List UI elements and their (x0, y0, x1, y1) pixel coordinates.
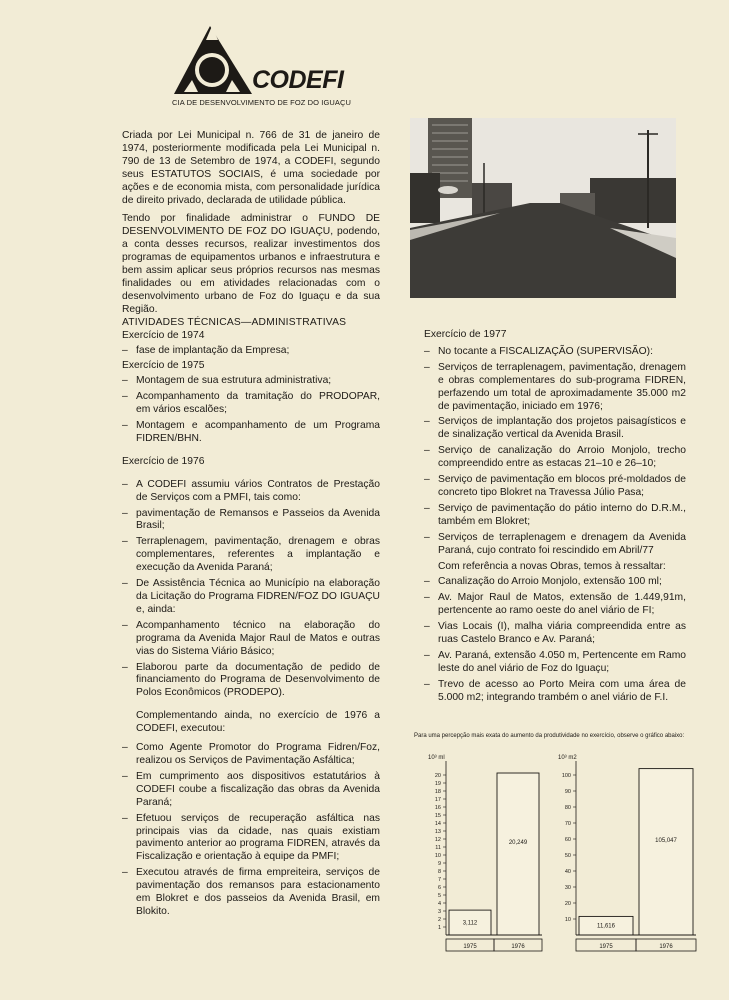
list-item: – De Assistência Técnica ao Município na elaboração da Licitação do Programa FIDREN/FOZ DO IGUAÇU e, ainda: (122, 578, 380, 617)
list-item: – Montagem de sua estrutura administrativa; (122, 375, 380, 388)
y-tick-label: 6 (437, 885, 441, 891)
list-item: – Acompanhamento da tramitação do PRODOPAR, em vários escalões; (122, 391, 380, 417)
y-tick-label: 1 (437, 925, 441, 931)
year-1975-list (122, 375, 380, 446)
activities-heading: ATIVIDADES TÉCNICAS—ADMINISTRATIVAS (122, 316, 347, 328)
company-subtitle: CIA DE DESENVOLVIMENTO DE FOZ DO IGUAÇU (172, 98, 352, 107)
y-tick-label: 10 (564, 917, 571, 923)
y-tick-label: 20 (434, 773, 441, 779)
y-tick-label: 20 (564, 901, 571, 907)
year-1977-list (424, 346, 686, 705)
y-tick-label: 60 (564, 837, 571, 843)
list-item: – Serviços de implantação dos projetos paisagísticos e de sinalização vertical da Avenida Brasil. (424, 416, 686, 442)
list-item: – No tocante a FISCALIZAÇÃO (SUPERVISÃO): (424, 346, 686, 359)
list-item: – Av. Paraná, extensão 4.050 m, Pertencente em Ramo leste do anel viário de Foz do Iguaçu; (424, 650, 686, 676)
year-1974-list (122, 345, 380, 358)
year-1977-title: Exercício de 1977 (424, 329, 507, 340)
chart-linear-meters (414, 745, 544, 965)
y-tick-label: 100 (561, 773, 571, 779)
y-tick-label: 2 (437, 917, 441, 923)
year-1975-title: Exercício de 1975 (122, 360, 205, 372)
list-item: – fase de implantação da Empresa; (122, 345, 380, 358)
y-tick-label: 11 (435, 845, 441, 851)
year-1974-title: Exercício de 1974 (122, 329, 205, 341)
year-1976-list (122, 479, 380, 701)
y-tick-label: 40 (564, 869, 571, 875)
intro-paragraph-2: Tendo por finalidade administrar o FUNDO DE DESENVOLVIMENTO DE FOZ DO IGUAÇU, podendo, a conta desses recursos, realizar investimentos dos programas de equipamentos urbanos e infraestrutura e bem assim aplicar seus próprios recursos nas mesmas finalidades ou em atividades relacionadas com o desenvolvimento urbano de Foz do Iguaçu e da sua Região. (122, 213, 380, 315)
list-item: – Elaborou parte da documentação de pedido de financiamento do Programa de Desenvolvimento de Polos Econômicos (PRODEPO). (122, 662, 380, 701)
list-item: – Efetuou serviços de recuperação asfáltica nas principais vias da cidade, nas quais existiam pavimento anterior ao programa FIDREN, através da Fiscalização e orientação à equipe da PMFI; (122, 813, 380, 865)
x-tick-label: 1975 (599, 944, 613, 950)
y-tick-label: 4 (437, 901, 441, 907)
list-item: – Em cumprimento aos dispositivos estatutários à CODEFI coube a fiscalização das obras da Avenida Paraná; (122, 771, 380, 810)
y-tick-label: 14 (434, 821, 441, 827)
list-item: – Serviço de canalização do Arroio Monjolo, trecho compreendido entre as estacas 21–10 e 26–10; (424, 445, 686, 471)
y-axis-label: 10³ ml (428, 755, 445, 761)
list-item: – Serviço de pavimentação em blocos pré-moldados de concreto tipo Blokret na Travessa Júlio Pasa; (424, 474, 686, 500)
x-tick-label: 1975 (463, 944, 477, 950)
year-1976-list-2 (122, 742, 380, 919)
y-tick-label: 3 (437, 909, 441, 915)
list-item: – Av. Major Raul de Matos, extensão de 1.449,91m, pertencente ao ramo oeste do anel viário de FI; (424, 592, 686, 618)
list-item: – Vias Locais (I), malha viária compreendida entre as ruas Castelo Branco e Av. Paraná; (424, 621, 686, 647)
list-item: Com referência a novas Obras, temos à ressaltar: (438, 560, 666, 572)
bar-data-label: 105,047 (655, 837, 677, 844)
y-tick-label: 70 (564, 821, 571, 827)
company-name: CODEFI (252, 66, 344, 94)
year-1976-title: Exercício de 1976 (122, 455, 205, 467)
y-tick-label: 12 (434, 837, 441, 843)
y-tick-label: 50 (564, 853, 571, 859)
list-item: – Montagem e acompanhamento de um Programa FIDREN/BHN. (122, 420, 380, 446)
right-column (424, 329, 686, 708)
y-tick-label: 90 (564, 789, 571, 795)
x-tick-label: 1976 (659, 944, 673, 950)
bar-data-label: 11,616 (597, 923, 615, 930)
y-tick-label: 16 (434, 805, 441, 811)
list-item: – Terraplenagem, pavimentação, drenagem e obras complementares, referentes a implantação e execução da Avenida Paraná; (122, 536, 380, 575)
left-column (122, 130, 380, 922)
list-item: – Serviços de terraplenagem, pavimentação, drenagem e obras complementares do sub-programa FIDREN, perfazendo um total de aproximadamente 35.000 m2 de pavimentação, iniciado em 1976; (424, 362, 686, 414)
chart-square-meters (548, 745, 698, 965)
y-tick-label: 18 (434, 789, 441, 795)
y-tick-label: 19 (434, 781, 441, 787)
list-item: – Como Agente Promotor do Programa Fidren/Foz, realizou os Serviços de Pavimentação Asfáltica; (122, 742, 380, 768)
y-axis-label: 10³ m2 (558, 755, 577, 761)
list-item: – pavimentação de Remansos e Passeios da Avenida Brasil; (122, 508, 380, 534)
y-tick-label: 7 (437, 877, 441, 883)
x-tick-label: 1976 (511, 944, 525, 950)
intro-paragraph-1: Criada por Lei Municipal n. 766 de 31 de janeiro de 1974, posteriormente modificada pela Lei Municipal n. 790 de 13 de Setembro de 1974, a CODEFI, segundo seus ESTATUTOS SOCIAIS, é uma sociedade por ações e de economia mista, com personalidade jurídica de direito privado, declarada de utilidade pública. (122, 130, 380, 206)
street-photo (410, 118, 676, 298)
bar (639, 769, 693, 935)
list-item: – Executou através de firma empreiteira, serviços de pavimentação dos remansos para estacionamento em Blokret e dos passeios da Avenida Brasil, em Blokito. (122, 867, 380, 919)
list-item: – Serviços de terraplenagem e drenagem da Avenida Paraná, cujo contrato foi rescindido em Abril/77 (424, 532, 686, 558)
y-tick-label: 10 (434, 853, 441, 859)
bar-data-label: 20,249 (508, 840, 528, 847)
year-1976-complement: Complementando ainda, no exercício de 1976 a CODEFI, executou: (136, 710, 380, 735)
y-tick-label: 8 (437, 869, 441, 875)
y-tick-label: 9 (437, 861, 441, 867)
chart-note: Para uma percepção mais exata do aumento da produtividade no exercício, observe o gráfico abaixo: (414, 733, 685, 739)
y-tick-label: 13 (434, 829, 441, 835)
y-tick-label: 15 (434, 813, 441, 819)
y-tick-label: 80 (564, 805, 571, 811)
list-item: – Acompanhamento técnico na elaboração do programa da Avenida Major Raul de Matos e outras vias do Sistema Viário Básico; (122, 620, 380, 659)
list-item: – Trevo de acesso ao Porto Meira com uma área de 5.000 m2; integrando trambém o anel viário de F.I. (424, 679, 686, 705)
bar (497, 773, 539, 935)
list-item: – A CODEFI assumiu vários Contratos de Prestação de Serviços com a PMFI, tais como: (122, 479, 380, 505)
y-tick-label: 30 (564, 885, 571, 891)
list-item: – Canalização do Arroio Monjolo, extensão 100 ml; (424, 576, 686, 589)
y-tick-label: 17 (434, 797, 441, 803)
y-tick-label: 5 (437, 893, 441, 899)
list-item: – Serviço de pavimentação do pátio interno do D.R.M., também em Blokret; (424, 503, 686, 529)
bar-data-label: 3,112 (462, 920, 478, 927)
